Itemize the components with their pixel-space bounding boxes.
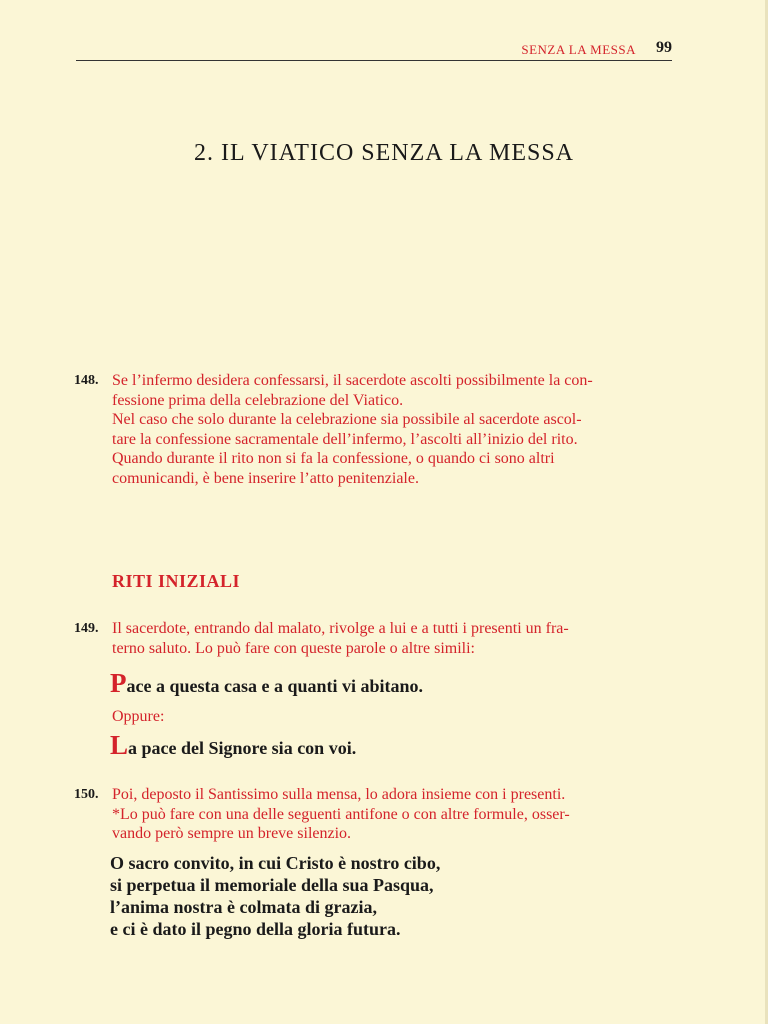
oppure-label: Oppure: (112, 708, 165, 725)
running-title: SENZA LA MESSA (521, 42, 636, 57)
paragraph-line: fessione prima della celebrazione del Viatico. (112, 391, 404, 409)
paragraph-line: Quando durante il rito non si fa la confessione, o quando ci sono altri (112, 450, 555, 467)
antiphon-line: O sacro convito, in cui Cristo è nostro cibo, (110, 853, 441, 873)
paragraph-line: *Lo può fare con una delle seguenti antifone o con altre formule, osser- (112, 805, 570, 823)
paragraph-line: Poi, deposto il Santissimo sulla mensa, lo adora insieme con i presenti. (112, 786, 566, 803)
paragraph-line: Il sacerdote, entrando dal malato, rivolge a lui e a tutti i presenti un fra- (112, 620, 569, 637)
greeting-2 (110, 730, 356, 761)
drop-initial: L (110, 730, 129, 760)
chapter-title: 2. IL VIATICO SENZA LA MESSA (193, 140, 575, 166)
drop-initial: P (110, 668, 127, 698)
page-header (76, 38, 672, 61)
paragraph-line: vando però sempre un breve silenzio. (112, 825, 352, 842)
paragraph-line: Nel caso che solo durante la celebrazione sia possibile al sacerdote ascol- (112, 411, 582, 428)
antiphon (110, 852, 440, 940)
paragraph-number-149: 149. (74, 621, 99, 636)
paragraph-148 (112, 371, 672, 488)
paragraph-150 (112, 785, 672, 844)
section-title: RITI INIZIALI (112, 571, 241, 591)
greeting-text: ace a questa casa e a quanti vi abitano. (126, 676, 424, 696)
paragraph-line: comunicandi, è bene inserire l’atto penitenziale. (112, 469, 419, 487)
paragraph-line: Se l’infermo desidera confessarsi, il sacerdote ascolti possibilmente la con- (112, 372, 593, 389)
greeting-text: a pace del Signore sia con voi. (128, 738, 357, 758)
antiphon-line: l’anima nostra è colmata di grazia, (110, 897, 377, 917)
paragraph-line: tare la confessione sacramentale dell’infermo, l’ascolti all’inizio del rito. (112, 430, 578, 448)
antiphon-line: e ci è dato il pegno della gloria futura. (110, 919, 401, 939)
paragraph-149 (112, 619, 672, 658)
paragraph-number-150: 150. (74, 787, 99, 802)
paragraph-line: terno saluto. Lo può fare con queste parole o altre simili: (112, 639, 475, 657)
page-number: 99 (656, 39, 672, 56)
paragraph-number-148: 148. (74, 373, 99, 388)
antiphon-line: si perpetua il memoriale della sua Pasqua, (110, 875, 434, 895)
greeting-1 (110, 668, 423, 699)
